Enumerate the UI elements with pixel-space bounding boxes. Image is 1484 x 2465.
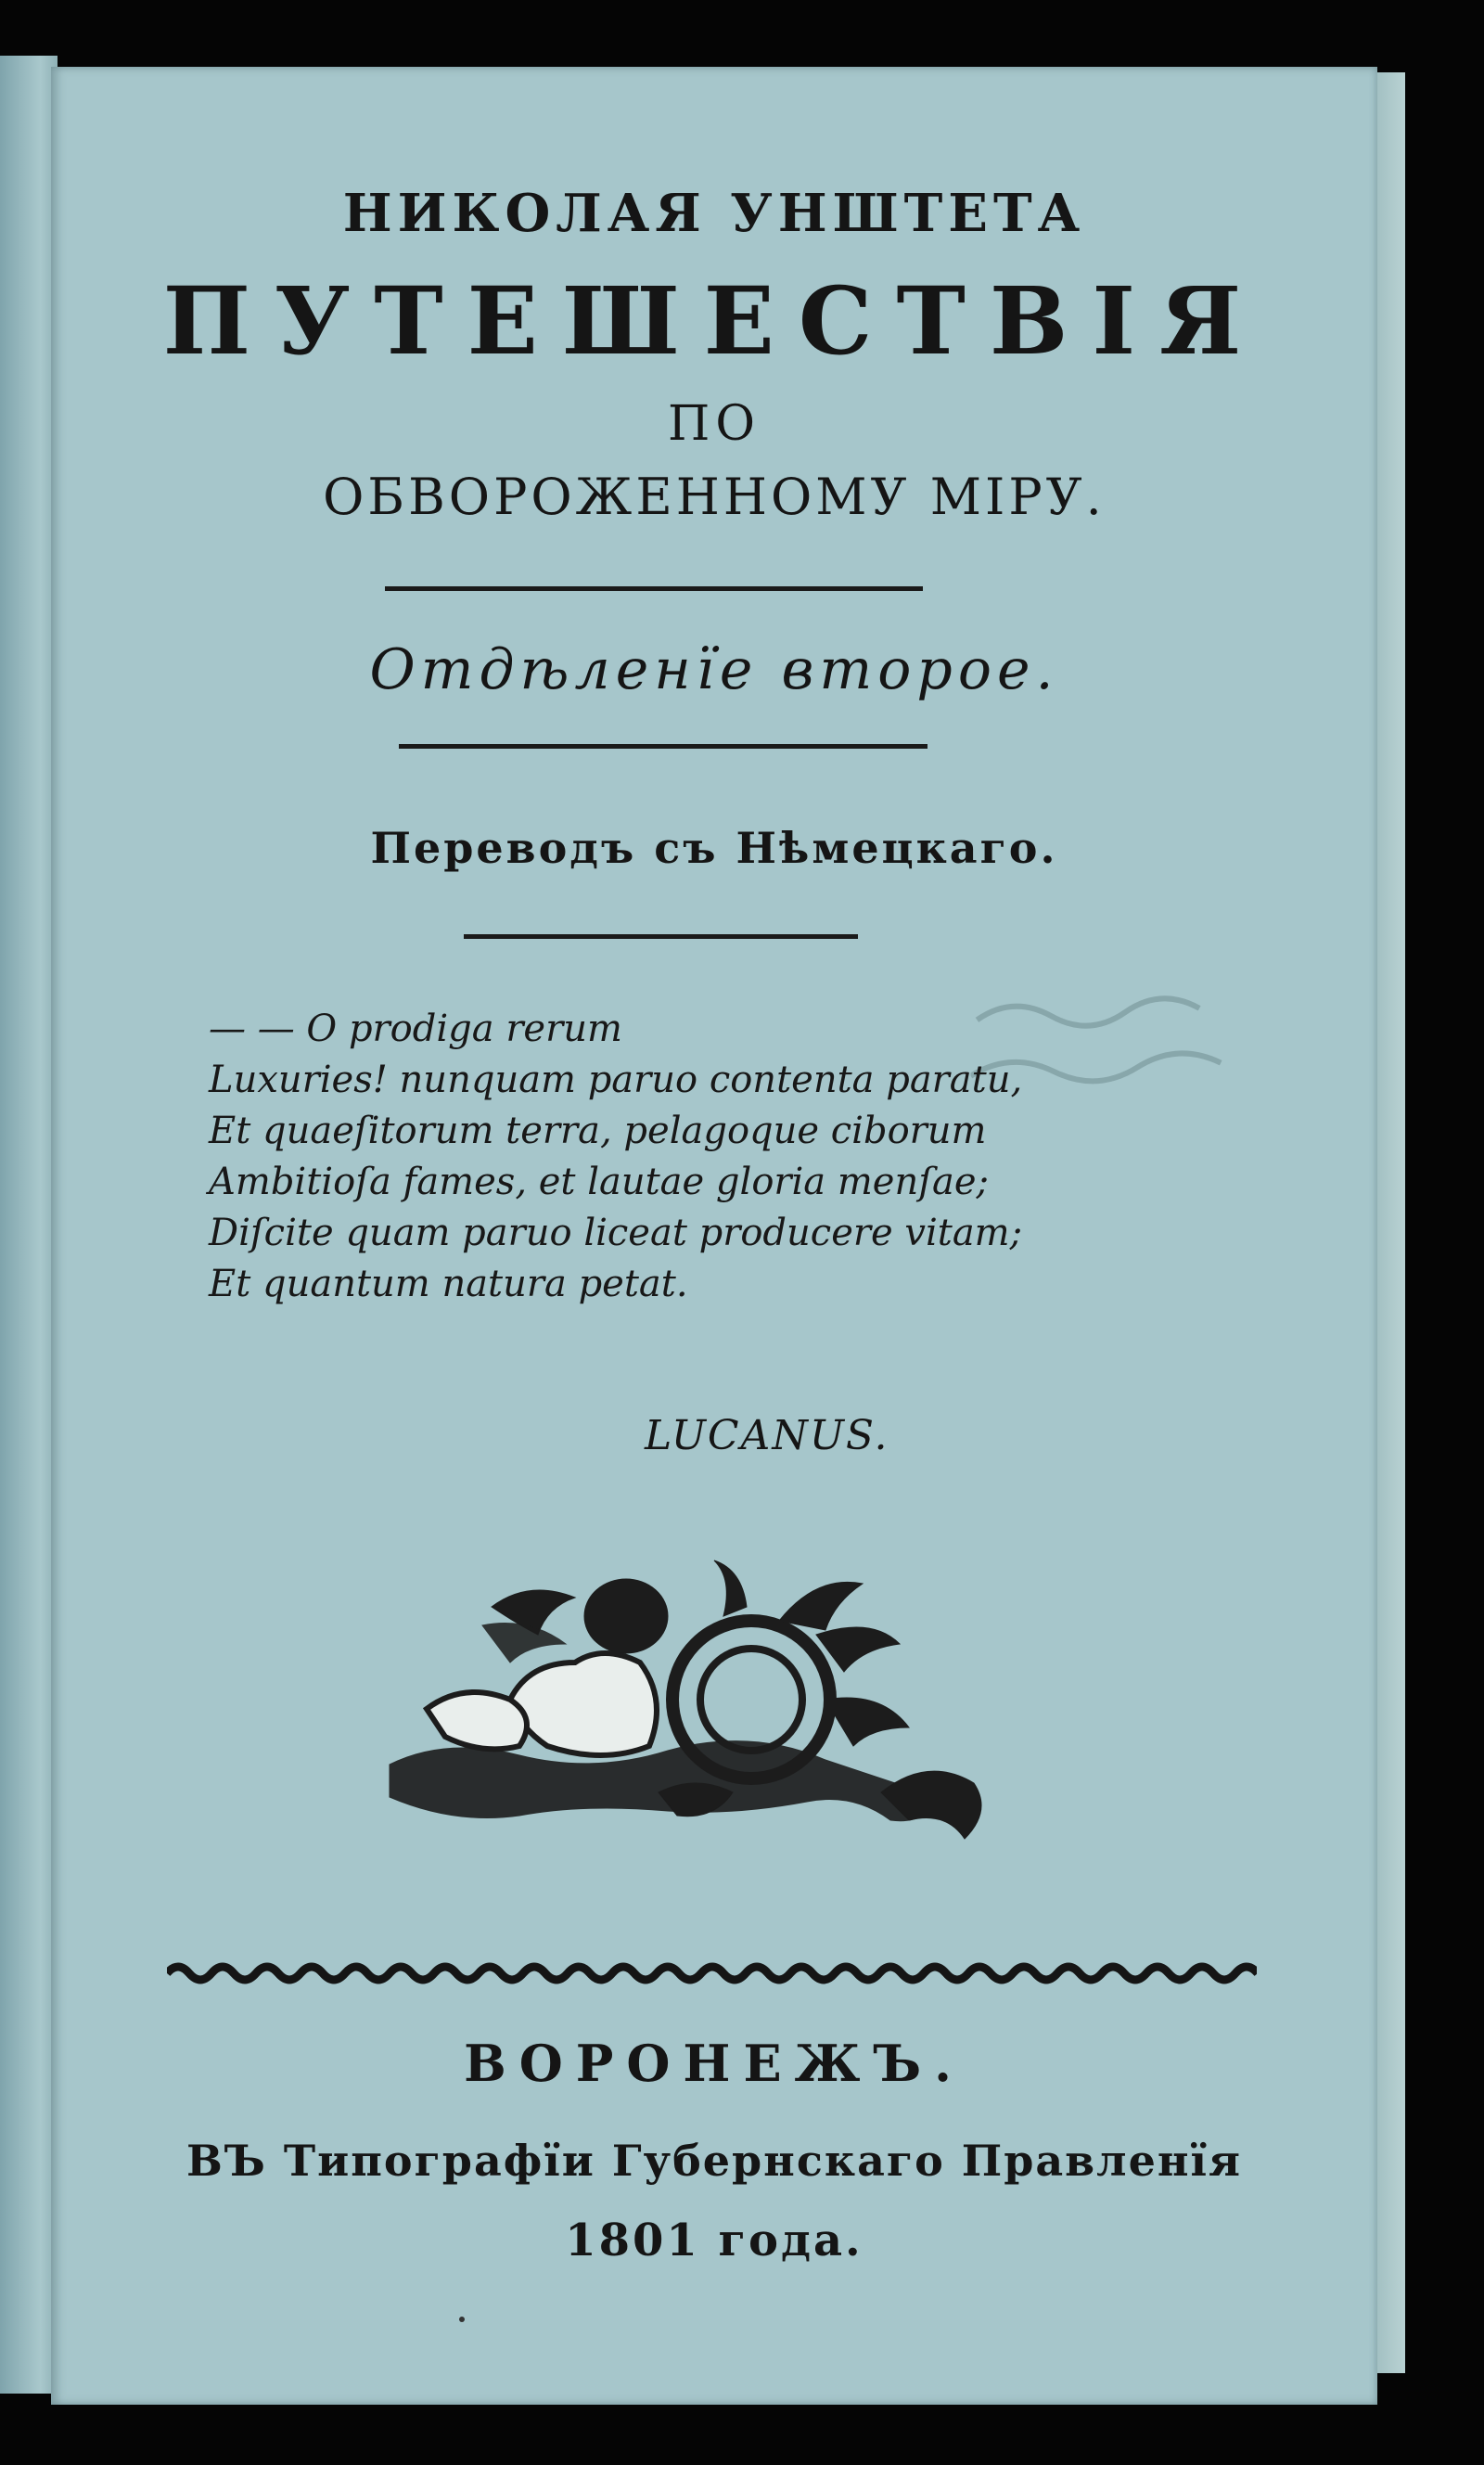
imprint-city: ВОРОНЕЖЪ. — [464, 2034, 965, 2093]
ink-speck — [459, 2317, 465, 2322]
title-page — [51, 67, 1377, 2405]
typographic-border-ornament — [167, 1959, 1257, 1987]
imprint-press: ВЪ Типографїи Губернскаго Правленїя — [186, 2136, 1242, 2186]
book-subtitle: ОБВОРОЖЕННОМУ МІРУ. — [323, 468, 1106, 526]
imprint-year: 1801 года. — [565, 2215, 864, 2266]
title-preposition: ПО — [668, 396, 761, 452]
epigraph-line: — — O prodiga rerum — [209, 1008, 622, 1050]
divider-rule — [385, 586, 923, 591]
section-label: Отдѣленїе второе. — [369, 637, 1059, 702]
epigraph-line: Ambitioſa fames, et lautae gloria menſae; — [209, 1161, 990, 1203]
epigraph-line: Diſcite quam paruo liceat producere vitam; — [209, 1212, 1023, 1254]
cherub-vignette-ornament — [380, 1551, 1030, 1904]
translation-note: Переводъ съ Нѣмецкаго. — [370, 823, 1058, 873]
divider-rule — [399, 744, 928, 749]
previous-page-edge — [0, 56, 58, 2394]
epigraph-line: Et quantum natura petat. — [209, 1263, 688, 1305]
author-line: НИКОЛАЯ УНШТЕТА — [342, 183, 1086, 244]
latin-epigraph — [209, 1004, 1022, 1310]
book-title: ПУТЕШЕСТВІЯ — [162, 266, 1266, 376]
divider-rule — [464, 934, 858, 939]
epigraph-attribution: LUCANUS. — [645, 1412, 889, 1459]
epigraph-line: Luxuries! nunquam paruo contenta paratu, — [209, 1059, 1023, 1101]
epigraph-line: Et quaeſitorum terra, pelagoque ciborum — [209, 1110, 987, 1152]
